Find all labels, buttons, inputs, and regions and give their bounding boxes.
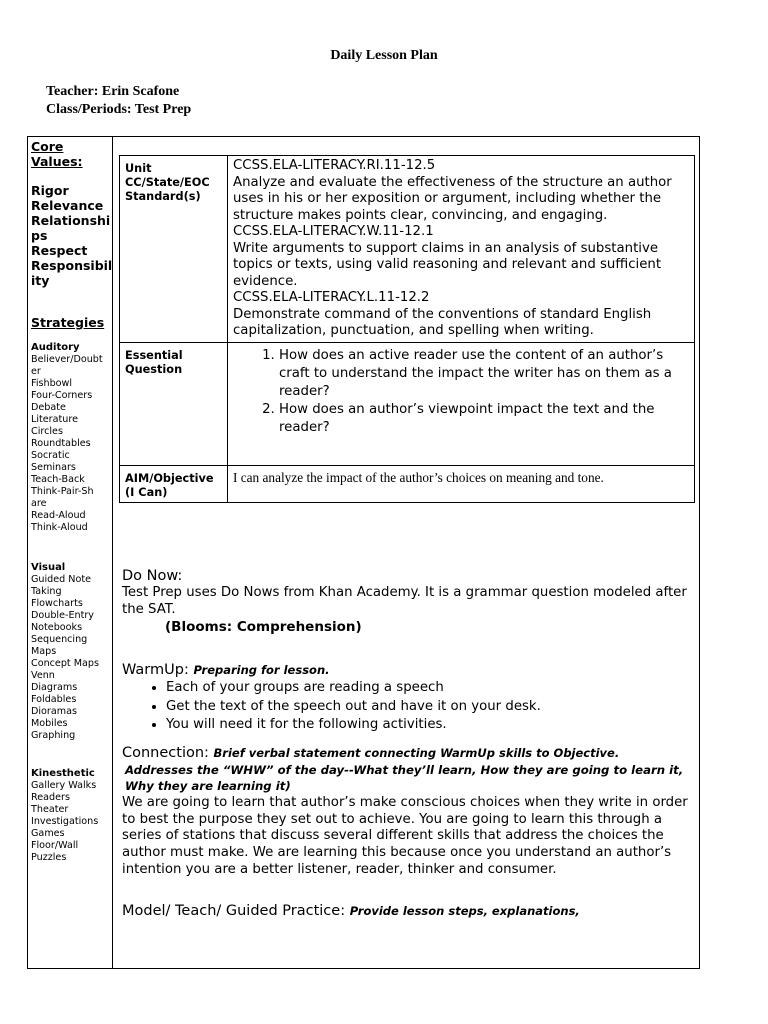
- strategy-items: [31, 354, 107, 534]
- strategy-items: [31, 780, 109, 864]
- strategy-item: Fishbowl: [31, 378, 73, 389]
- strategy-item: Think-Pair-Share: [31, 486, 94, 509]
- strategy-item: Teach-Back: [31, 474, 85, 485]
- strategy-item: Games: [31, 828, 65, 839]
- blooms-level: (Blooms: Comprehension): [165, 619, 362, 636]
- standard-code: CCSS.ELA-LITERACY.W.11-12.1: [233, 224, 434, 239]
- strategy-group-title: Auditory: [31, 342, 80, 353]
- core-value: Responsibility: [31, 258, 113, 288]
- strategy-item: Readers Theater: [31, 792, 70, 815]
- strategy-item: Graphing: [31, 730, 76, 741]
- do-now-title: Do Now:: [122, 568, 183, 584]
- list-item: • You will need it for the following activities.: [166, 716, 697, 735]
- warmup-title: WarmUp:: [122, 662, 189, 679]
- essential-question-list: [233, 347, 690, 437]
- standard-text: Demonstrate command of the conventions of standard English capitalization, punctuation, and spelling when writing.: [233, 306, 652, 338]
- table-row: [120, 465, 695, 502]
- class-periods: Class/Periods: Test Prep: [46, 102, 192, 117]
- connection-title: Connection:: [122, 744, 209, 761]
- aim-objective-text: I can analyze the impact of the author’s choices on meaning and tone.: [228, 465, 695, 502]
- warmup-list: [122, 679, 697, 735]
- page-title: Daily Lesson Plan: [330, 48, 438, 63]
- core-value: Rigor: [31, 183, 69, 198]
- strategy-item: Dioramas: [31, 706, 77, 717]
- strategy-item: Investigations: [31, 816, 99, 827]
- unit-standards: [228, 156, 695, 343]
- do-now-text: Test Prep uses Do Nows from Khan Academy. It is a grammar question modeled after the SAT.: [122, 585, 687, 617]
- core-values-list: [31, 183, 113, 288]
- strategy-group-kinesthetic: [31, 768, 112, 864]
- sidebar: [28, 137, 113, 968]
- main-content: [113, 137, 699, 968]
- essential-question-label: Essential Question: [120, 342, 228, 465]
- model-heading: [122, 902, 697, 920]
- lesson-plan-table: [27, 136, 700, 969]
- core-value: Relevance: [31, 198, 104, 213]
- strategy-item: Roundtables: [31, 438, 91, 449]
- strategy-group-title: Kinesthetic: [31, 768, 95, 779]
- connection-heading: [122, 744, 697, 762]
- teacher-name: Teacher: Erin Scafone: [46, 84, 180, 99]
- standard-text: Analyze and evaluate the effectiveness of the structure an author uses in his or her exposition or argument, including whether the structure makes points clear, convincing, and engaging.: [233, 174, 672, 223]
- connection-addresses: Addresses the “WHW” of the day--What they’ll learn, How they are going to learn it, Why they are learning it): [125, 762, 684, 794]
- list-item: • Each of your groups are reading a speech: [166, 679, 697, 698]
- strategies-heading: Strategies: [31, 315, 105, 330]
- essential-questions: [228, 342, 695, 465]
- connection-text: We are going to learn that author’s make conscious choices when they write in order to best the purpose they set out to achieve. You are going to learn this through a series of stations that discuss several different skills that address the choices the author must make. We are learning this because once you understand an author’s intention you are a better listener, reader, thinker and consumer.: [122, 794, 688, 877]
- list-item: 1. How does an active reader use the content of an author’s craft to understand the impact the writer has on them as a reader?: [279, 347, 690, 401]
- strategy-item: Gallery Walks: [31, 780, 97, 791]
- strategy-item: Flowcharts: [31, 598, 83, 609]
- core-value: Respect: [31, 243, 88, 258]
- core-values-heading: Core Values:: [31, 139, 83, 169]
- strategy-item: Socratic Seminars: [31, 450, 76, 473]
- standard-code: CCSS.ELA-LITERACY.L.11-12.2: [233, 290, 430, 305]
- standards-table: [119, 155, 695, 503]
- strategy-item: Mobiles: [31, 718, 68, 729]
- core-value: Relationships: [31, 213, 111, 243]
- list-item: • Get the text of the speech out and have it on your desk.: [166, 698, 697, 717]
- standard-text: Write arguments to support claims in an analysis of substantive topics or texts, using valid reasoning and relevant and sufficient evidence.: [233, 240, 662, 289]
- unit-label: Unit CC/State/EOC Standard(s): [120, 156, 228, 343]
- lesson-body: [122, 567, 697, 920]
- strategy-item: Sequencing Maps: [31, 634, 88, 657]
- strategy-item: Believer/Doubter: [31, 354, 103, 377]
- strategy-item: Concept Maps: [31, 658, 99, 669]
- strategy-item: Double-Entry Notebooks: [31, 610, 94, 633]
- strategy-item: Think-Aloud: [31, 522, 88, 533]
- strategy-group-auditory: [31, 342, 112, 534]
- aim-objective-label: AIM/Objective (I Can): [120, 465, 228, 502]
- warmup-heading: [122, 661, 697, 679]
- strategy-item: Read-Aloud: [31, 510, 86, 521]
- strategy-item: Venn Diagrams: [31, 670, 78, 693]
- model-title: Model/ Teach/ Guided Practice:: [122, 903, 346, 920]
- strategy-items: [31, 574, 107, 742]
- strategy-item: Debate: [31, 402, 66, 413]
- model-subtitle: Provide lesson steps, explanations,: [349, 904, 580, 919]
- standard-code: CCSS.ELA-LITERACY.RI.11-12.5: [233, 158, 436, 173]
- table-row: [120, 342, 695, 465]
- list-item: 2. How does an author’s viewpoint impact the text and the reader?: [279, 401, 690, 437]
- strategy-item: Guided Note Taking: [31, 574, 92, 597]
- table-row: [120, 156, 695, 343]
- strategy-item: Four-Corners: [31, 390, 93, 401]
- strategy-item: Literature Circles: [31, 414, 78, 437]
- strategy-group-visual: [31, 562, 112, 742]
- warmup-subtitle: Preparing for lesson.: [193, 663, 330, 678]
- strategy-item: Foldables: [31, 694, 77, 705]
- strategy-item: Floor/Wall Puzzles: [31, 840, 79, 863]
- connection-subtitle: Brief verbal statement connecting WarmUp skills to Objective.: [213, 745, 620, 760]
- strategy-group-title: Visual: [31, 562, 66, 573]
